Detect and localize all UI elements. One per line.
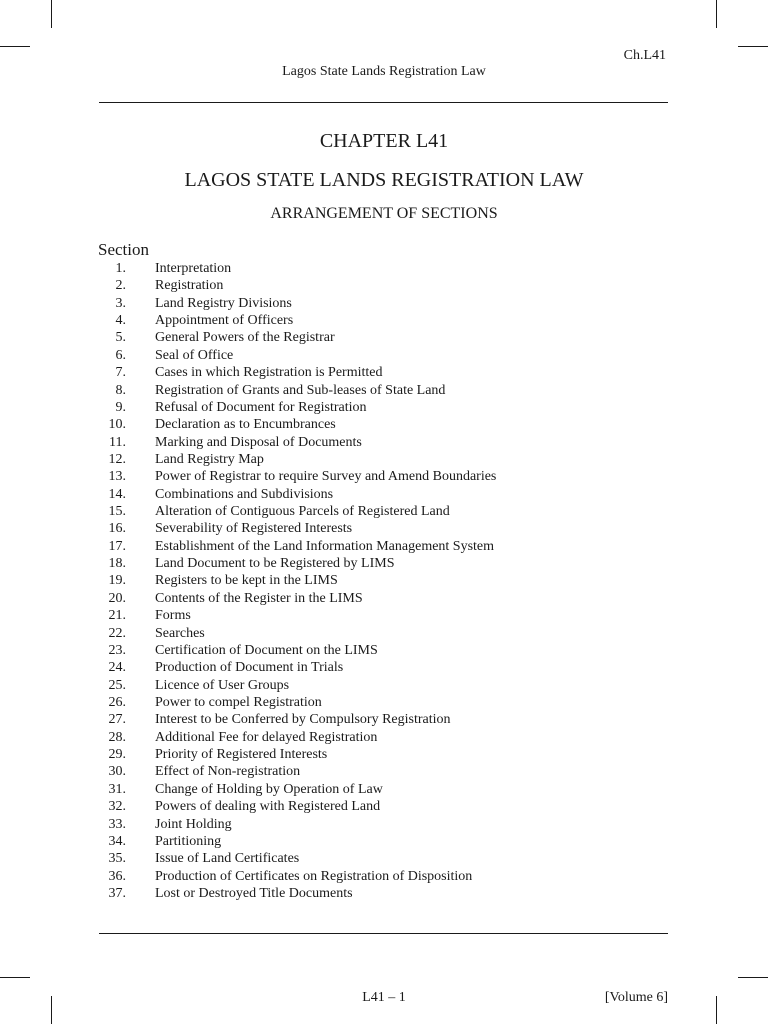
section-number: 26. xyxy=(108,694,126,710)
section-number: 36. xyxy=(108,868,126,884)
section-number: 22. xyxy=(108,625,126,641)
section-title: Land Registry Map xyxy=(155,451,264,467)
section-title: Refusal of Document for Registration xyxy=(155,399,367,415)
section-number: 34. xyxy=(108,833,126,849)
section-number: 24. xyxy=(108,660,126,676)
section-title: Alteration of Contiguous Parcels of Registered Land xyxy=(155,504,450,520)
section-title: Change of Holding by Operation of Law xyxy=(155,781,383,797)
section-title: Issue of Land Certificates xyxy=(155,851,300,867)
section-number: 37. xyxy=(108,885,126,901)
crop-mark-bottom-right-horizontal xyxy=(738,977,768,978)
section-number: 17. xyxy=(108,538,126,554)
crop-mark-top-right-horizontal xyxy=(738,46,768,47)
section-title: Licence of User Groups xyxy=(155,677,290,693)
section-title: Interest to be Conferred by Compulsory Registration xyxy=(155,712,451,728)
section-number: 23. xyxy=(108,642,126,658)
section-title: Partitioning xyxy=(155,833,222,849)
section-title: Establishment of the Land Information Management System xyxy=(155,538,495,554)
section-title: Forms xyxy=(155,608,191,624)
section-number: 21. xyxy=(108,608,126,624)
section-title: Searches xyxy=(155,625,205,641)
section-title: Interpretation xyxy=(155,261,232,276)
section-number: 8. xyxy=(115,382,126,398)
header-rule xyxy=(99,102,668,103)
section-number: 4. xyxy=(115,313,126,329)
chapter-title: CHAPTER L41 xyxy=(319,130,449,152)
section-number: 30. xyxy=(108,764,126,780)
section-number: 19. xyxy=(108,573,126,589)
volume-label: [Volume 6] xyxy=(604,990,668,1005)
section-title: Lost or Destroyed Title Documents xyxy=(155,885,353,901)
section-title: Priority of Registered Interests xyxy=(155,747,328,763)
section-title: General Powers of the Registrar xyxy=(155,330,335,346)
section-number: 18. xyxy=(108,556,126,572)
footer-rule xyxy=(99,933,668,934)
section-number: 5. xyxy=(115,330,126,346)
section-number: 11. xyxy=(109,434,126,450)
section-title: Severability of Registered Interests xyxy=(155,521,353,537)
section-title: Cases in which Registration is Permitted xyxy=(155,365,383,381)
crop-mark-top-left-horizontal xyxy=(0,46,30,47)
section-number: 3. xyxy=(115,295,126,311)
section-number: 29. xyxy=(108,747,126,763)
section-number: 33. xyxy=(108,816,126,832)
section-title: Appointment of Officers xyxy=(155,313,294,329)
section-number: 12. xyxy=(108,451,126,467)
section-title: Power to compel Registration xyxy=(155,694,322,710)
crop-mark-top-right-vertical xyxy=(716,0,717,28)
section-number: 6. xyxy=(115,347,126,363)
section-number: 25. xyxy=(108,677,126,693)
section-title: Registers to be kept in the LIMS xyxy=(155,573,338,589)
section-title: Land Registry Divisions xyxy=(155,295,292,311)
section-number: 7. xyxy=(115,365,126,381)
crop-mark-top-left-vertical xyxy=(51,0,52,28)
section-number: 27. xyxy=(108,712,126,728)
chapter-reference: Ch.L41 xyxy=(623,48,666,63)
section-column-heading: Section xyxy=(98,240,149,259)
running-title: Lagos State Lands Registration Law xyxy=(282,64,486,79)
section-number: 15. xyxy=(108,504,126,520)
page-number: L41 – 1 xyxy=(362,990,406,1005)
section-number: 32. xyxy=(108,799,126,815)
section-title: Power of Registrar to require Survey and Amend Boundaries xyxy=(155,469,497,485)
section-title: Contents of the Register in the LIMS xyxy=(155,590,363,606)
section-title: Marking and Disposal of Documents xyxy=(155,434,362,450)
section-number: 1. xyxy=(115,261,126,276)
section-title: Declaration as to Encumbrances xyxy=(155,417,336,433)
section-number: 9. xyxy=(115,399,126,415)
section-title: Effect of Non-registration xyxy=(155,764,301,780)
section-number: 35. xyxy=(108,851,126,867)
section-number: 13. xyxy=(108,469,126,485)
section-title: Combinations and Subdivisions xyxy=(155,486,334,502)
crop-mark-bottom-left-horizontal xyxy=(0,977,30,978)
law-title: LAGOS STATE LANDS REGISTRATION LAW xyxy=(184,169,584,191)
section-title: Registration of Grants and Sub-leases of State Land xyxy=(155,382,446,398)
section-title: Land Document to be Registered by LIMS xyxy=(155,556,395,572)
section-number: 10. xyxy=(108,417,126,433)
section-title: Additional Fee for delayed Registration xyxy=(155,729,378,745)
section-number: 2. xyxy=(115,278,126,294)
section-title: Certification of Document on the LIMS xyxy=(155,642,378,658)
section-title: Powers of dealing with Registered Land xyxy=(155,799,381,815)
section-number: 14. xyxy=(108,486,126,502)
section-title: Production of Document in Trials xyxy=(155,660,344,676)
section-number: 31. xyxy=(108,781,126,797)
section-number: 16. xyxy=(108,521,126,537)
section-title: Joint Holding xyxy=(155,816,232,832)
section-number: 20. xyxy=(108,590,126,606)
arrangement-heading: ARRANGEMENT OF SECTIONS xyxy=(270,205,498,222)
section-title: Seal of Office xyxy=(155,347,234,363)
section-title: Production of Certificates on Registration of Disposition xyxy=(155,868,473,884)
section-number: 28. xyxy=(108,729,126,745)
section-title: Registration xyxy=(155,278,224,294)
